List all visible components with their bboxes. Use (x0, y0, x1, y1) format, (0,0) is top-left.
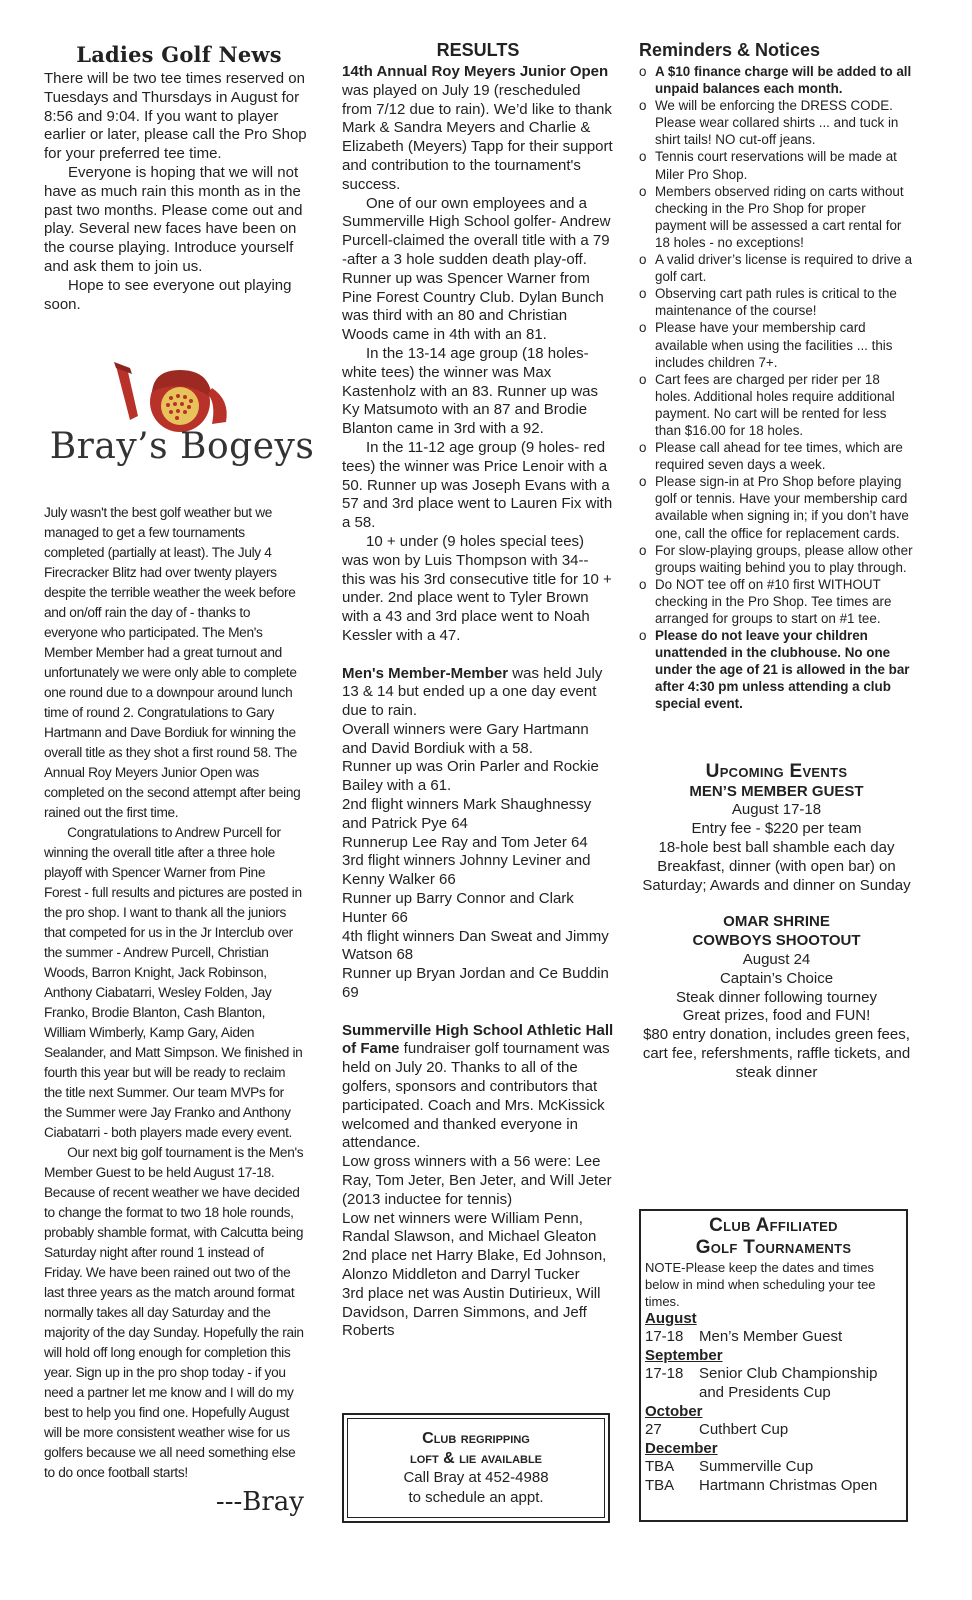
tournaments-note: NOTE-Please keep the dates and times below in mind when scheduling your tee times. (645, 1260, 876, 1309)
list-item: Runner up was Orin Parler and Rockie Bailey with a 61. (342, 758, 599, 795)
middle-column (342, 38, 614, 1341)
loft-lie-heading: loft & lie available (409, 1449, 543, 1467)
list-item: 3rd flight winners Johnny Leviner and Kenny Walker 66 (342, 852, 591, 889)
table-row: TBA Hartmann Christmas Open (645, 1476, 878, 1494)
ladies-paragraph-2: Everyone is hoping that we will not have as much rain this month as in the past two months. Please come out and play. Several new faces have been on the course playing. Introduce yourself and ask them to join us. (44, 163, 303, 275)
brays-bogeys-logo (44, 358, 314, 493)
month-september: September 17-18 Senior Club Championship and Presidents Cup (645, 1347, 902, 1403)
table-row: 27 Cuthbert Cup (645, 1421, 789, 1438)
member-member-name: Men's Member-Member (342, 664, 509, 682)
brays-bogeys-wordmark: Bray’s Bogeys (49, 426, 315, 468)
ladies-paragraph-1: There will be two tee times reserved on Tuesdays and Thursdays in August for 8:56 and 9:04. If you want to player earlier or later, please call the Pro Shop for your preferred tee time. (44, 70, 307, 163)
list-item: Runnerup Lee Ray and Tom Jeter 64 (342, 833, 588, 851)
reminder-item: o Please do not leave your children unattended in the clubhouse. No one under the age of 21 is allowed in the bar after 4:30 pm unless attending a club special event. (639, 628, 910, 712)
bullet-icon: o (639, 98, 647, 114)
hall-of-fame-results (342, 1153, 614, 1341)
bullet-icon: o (639, 542, 647, 558)
bray-paragraph-3: Our next big golf tournament is the Men's Member Guest to be held August 17-18. Because of recent weather we have decided to change the format to two 18 hole rounds, probably shamble format, with Calcutta being Saturday night after round 1 instead of Friday. We have been rained out two of the last three years as the match around format normally takes all day Saturday and the majority of the day Sunday. Hopefully the rain will hold off long enough for completion this year. Sign up in the pro shop today - if you need a partner let me know and I will do my best to help you find one. Hopefully August will be more consistent weather wise for us golfers because we all need something else to do once football starts! (44, 1145, 304, 1482)
junior-open-name: 14th Annual Roy Meyers Junior Open (342, 63, 609, 80)
bullet-icon: o (639, 320, 647, 336)
regripping-phone: Call Bray at 452-4988 (403, 1469, 549, 1486)
table-row: 17-18 Senior Club Championship and Presidents Cup (645, 1365, 878, 1401)
month-december: December TBA Summerville Cup TBA Hartmann Christmas Open (645, 1440, 902, 1496)
reminder-item: o Please sign-in at Pro Shop before playing golf or tennis. Have your membership card available when signing in; if you don’t have one, call the office for replacement cards. (639, 474, 909, 541)
regripping-appt: to schedule an appt. (408, 1488, 544, 1506)
hall-of-fame-intro: Summerville High School Athletic Hall of Fame fundraiser golf tournament was held on July 20. Thanks to all of the golfers, sponsors and contributors that participated. Coach and Mrs. McKissick welcomed and thanked everyone in attendance. (342, 1021, 614, 1152)
month-august: August 17-18 Men’s Member Guest (645, 1310, 902, 1347)
junior-open-13-14: In the 13-14 age group (18 holes- white tees) the winner was Max Kastenholz with an 83. Runner up was Ky Matsumoto with an 87 and Brodie Blanton came in 3rd with a 92. (342, 344, 598, 438)
club-affiliated-title: Club Affiliated (709, 1215, 838, 1236)
list-item: Overall winners were Gary Hartmann and David Bordiuk with a 58. (342, 720, 589, 757)
list-item: Breakfast, dinner (with open bar) on Saturday; Awards and dinner on Sunday (642, 857, 911, 894)
month-october: October 27 Cuthbert Cup (645, 1403, 902, 1440)
right-column (639, 38, 914, 1083)
list-item: Low net winners were William Penn, Randal Slawson, and Michael Gleaton (342, 1209, 597, 1246)
list-item: Entry fee - $220 per team (691, 820, 862, 838)
bray-paragraph-1: July wasn't the best golf weather but we managed to get a few tournaments completed (partially at least). The July 4 Firecracker Blitz had over twenty players despite the terrible weather the week before and on/off rain the day of - thanks to everyone who participated. The Men's Member Member had a great turnout and unfortunately we were only able to complete one round due to a downpour around lunch time of round 2. Congratulations to Gary Hartmann and Dave Bordiuk for winning the overall title as they shot a first round 58. The Annual Roy Meyers Junior Open was completed on the second attempt after being rained out the first time. (44, 505, 301, 822)
bray-signature: ---Bray (215, 1487, 304, 1518)
reminder-item: o Cart fees are charged per rider per 18 holes. Additional holes require additional payment. No cart will be rented for less than $16.00 for 18 holes. (639, 371, 895, 438)
list-item: Runner up Barry Connor and Clark Hunter 66 (342, 890, 574, 926)
reminder-item: o We will be enforcing the DRESS CODE. Please wear collared shirts ... and tuck in shirt tails! NO cut-off jeans. (639, 98, 899, 148)
reminder-item: o For slow-playing groups, please allow other groups waiting behind you to play through. (639, 542, 913, 575)
left-column (44, 38, 314, 1517)
ladies-paragraph-3: Hope to see everyone out playing soon. (44, 276, 292, 313)
event-men-member-guest-name: MEN’S MEMBER GUEST (689, 782, 864, 800)
reminder-item: o Please have your membership card available when using the facilities ... this includes children 7+. (639, 320, 893, 370)
bullet-icon: o (639, 149, 647, 165)
list-item: Steak dinner following tourney (676, 988, 877, 1006)
bullet-icon: o (639, 371, 647, 387)
junior-open-intro: 14th Annual Roy Meyers Junior Open was played on July 19 (rescheduled from 7/12 due to rain). We’d like to thank Mark & Sandra Meyers and Charlie & Elizabeth (Meyers) Tapp for their support and contribution to the tournament's success. (342, 63, 613, 193)
ladies-golf-news-title: Ladies Golf News (76, 42, 282, 67)
hall-of-fame-name: Summerville High School Athletic Hall of Fame (342, 1021, 614, 1058)
list-item: 3rd place net was Austin Dutirieux, Will Davidson, Darren Simmons, and Jeff Roberts (342, 1284, 601, 1340)
regripping-heading: Club regripping (422, 1430, 530, 1447)
bullet-icon: o (639, 183, 647, 199)
junior-open-10-under: 10 + under (9 holes special tees) was won by Luis Thompson with 34-- this was his 3rd consecutive title for 10 + under. 2nd place went to Tyler Brown with a 43 and 3rd place went to Noah Kessler with a 47. (342, 532, 612, 644)
list-item: Runner up Bryan Jordan and Ce Buddin 69 (342, 965, 609, 1002)
brays-bogeys-text (44, 503, 305, 1483)
list-item: 2nd flight winners Mark Shaughnessy and Patrick Pye 64 (342, 796, 592, 832)
bray-paragraph-2: Congratulations to Andrew Purcell for winning the overall title after a three hole playoff with Spencer Warner from Pine Forest - full results and pictures are posted in the pro shop. I want to thank all the juniors that competed for us in the Jr Interclub over the summer - Andrew Purcell, Christian Woods, Barron Knight, Jack Robinson, Anthony Ciabatarri, Wesley Folden, Jay Franko, Brodie Blanton, Cash Blanton, William Wimberly, Kamp Gary, Aiden Sealander, and Matt Simpson. We finished in fourth this year but will be ready to reclaim the title next Summer. Our team MVPs for the Summer were Jay Franko and Anthony Ciabatarri - both players made every event. (44, 825, 303, 1142)
junior-open-overall: One of our own employees and a Summerville High School golfer- Andrew Purcell-claimed the overall title with a 79 -after a 3 hole sudden death play-off. Runner up was Spencer Warner from Pine Forest Country Club. Dylan Bunch was third with an 80 and Christian Woods came in 4th with an 81. (342, 194, 611, 344)
upcoming-events-title: Upcoming Events (705, 760, 848, 782)
list-item: $80 entry donation, includes green fees, cart fee, refershments, raffle tickets, and steak dinner (642, 1026, 911, 1081)
reminder-item: o Observing cart path rules is critical to the maintenance of the course! (639, 286, 897, 319)
list-item: Captain’s Choice (719, 969, 834, 987)
golf-tournaments-title: Golf Tournaments (695, 1237, 852, 1258)
reminders-title: Reminders & Notices (639, 40, 821, 60)
list-item: Great prizes, food and FUN! (682, 1007, 871, 1025)
member-member-intro: Men's Member-Member was held July 13 & 14 but ended up a one day event due to rain. (342, 664, 603, 720)
reminder-item: o Do NOT tee off on #10 first WITHOUT checking in the Pro Shop. Tee times are arranged for groups to start on #1 tee. (639, 576, 892, 626)
table-row: TBA Summerville Cup (645, 1458, 814, 1475)
bullet-icon: o (639, 628, 647, 644)
event-cowboys-shootout-name: COWBOYS SHOOTOUT (692, 932, 861, 950)
list-item: August 24 (742, 950, 811, 968)
reminder-item: o A $10 finance charge will be added to all unpaid balances each month. (639, 64, 912, 97)
reminder-item: o Tennis court reservations will be made at Miler Pro Shop. (639, 149, 897, 182)
bullet-icon: o (639, 576, 647, 592)
list-item: Low gross winners with a 56 were: Lee Ray, Tom Jeter, Ben Jeter, and Will Jeter (2013 inductee for tennis) (342, 1153, 612, 1208)
reminder-item: o Please call ahead for tee times, which are required seven days a week. (639, 440, 903, 473)
bullet-icon: o (639, 440, 647, 456)
list-item: 18-hole best ball shamble each day (658, 838, 895, 856)
bullet-icon: o (639, 64, 647, 79)
regripping-box (342, 1413, 610, 1523)
reminder-item: o Members observed riding on carts without checking in the Pro Shop for proper payment will be assessed a cart rental for 18 holes - no exceptions! (639, 183, 904, 250)
results-title: RESULTS (436, 40, 520, 60)
reminders-list (639, 63, 914, 713)
member-member-results (342, 721, 614, 1003)
club-tournaments-box (639, 1209, 908, 1522)
list-item: August 17-18 (731, 801, 822, 819)
list-item: 4th flight winners Dan Sweat and Jimmy Watson 68 (342, 927, 609, 964)
table-row: 17-18 Men’s Member Guest (645, 1328, 843, 1346)
bullet-icon: o (639, 474, 647, 490)
reminder-item: o A valid driver’s license is required to drive a golf cart. (639, 252, 913, 285)
junior-open-11-12: In the 11-12 age group (9 holes- red tees) the winner was Price Lenoir with a 50. Runner up was Joseph Evans with a 57 and 3rd place went to Lauren Fix with a 58. (342, 438, 613, 532)
list-item: 2nd place net Harry Blake, Ed Johnson, Alonzo Middleton and Darryl Tucker (342, 1247, 607, 1283)
bullet-icon: o (639, 286, 647, 302)
event-omar-shrine-name: OMAR SHRINE (723, 913, 830, 931)
bullet-icon: o (639, 252, 647, 268)
